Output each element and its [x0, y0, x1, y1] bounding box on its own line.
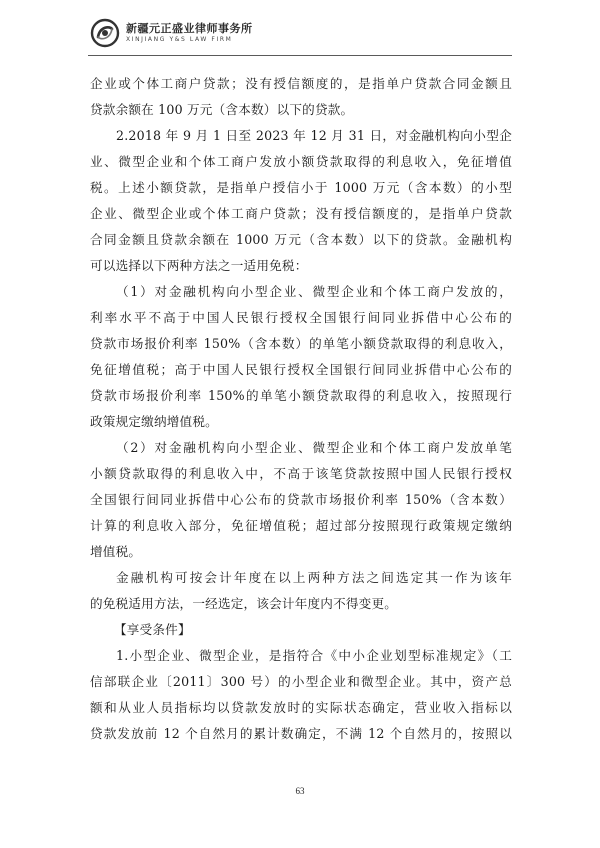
text-line: 税。上述小额贷款，是指单户授信小于 1000 万元（含本数）的小型 — [90, 180, 512, 195]
text-line: 可以选择以下两种方法之一适用免税： — [90, 258, 308, 273]
header-divider — [88, 55, 512, 56]
document-body — [90, 71, 512, 747]
text-line: （1）对金融机构向小型企业、微型企业和个体工商户发放的， — [116, 284, 512, 299]
text-line: 政策规定缴纳增值税。 — [90, 414, 218, 429]
text-line: 贷款市场报价利率 150%的单笔小额贷款取得的利息收入，按照现行 — [90, 388, 512, 403]
text-line: 业、微型企业和个体工商户发放小额贷款取得的利息收入，免征增值 — [90, 154, 512, 169]
text-line: 的免税适用方法，一经选定，该会计年度内不得变更。 — [90, 596, 398, 611]
text-line: 合同金额且贷款余额在 1000 万元（含本数）以下的贷款。金融机构 — [90, 232, 512, 247]
text-line: 贷款发放前 12 个自然月的累计数确定，不满 12 个自然月的，按照以 — [90, 726, 512, 741]
text-line: 免征增值税；高于中国人民银行授权全国银行间同业拆借中心公布的 — [90, 362, 512, 377]
firm-logo-icon — [90, 18, 120, 48]
text-line: 企业或个体工商户贷款；没有授信额度的，是指单户贷款合同金额且 — [90, 76, 512, 91]
text-line: 贷款市场报价利率 150%（含本数）的单笔小额贷款取得的利息收入， — [90, 336, 512, 351]
text-line: 计算的利息收入部分，免征增值税；超过部分按照现行政策规定缴纳 — [90, 518, 512, 533]
text-line: （2）对金融机构向小型企业、微型企业和个体工商户发放单笔 — [116, 440, 512, 455]
firm-name-cn: 新疆元正盛业律师事务所 — [126, 22, 253, 35]
text-line: 增值税。 — [90, 544, 142, 559]
text-line: 小额贷款取得的利息收入中，不高于该笔贷款按照中国人民银行授权 — [90, 466, 512, 481]
text-line: 企业、微型企业或个体工商户贷款；没有授信额度的，是指单户贷款 — [90, 206, 512, 221]
page-number: 63 — [295, 786, 305, 796]
text-line: 全国银行间同业拆借中心公布的贷款市场报价利率 150%（含本数） — [90, 492, 512, 507]
text-line: 贷款余额在 100 万元（含本数）以下的贷款。 — [90, 102, 354, 117]
text-line: 2.2018 年 9 月 1 日至 2023 年 12 月 31 日，对金融机构向小型企 — [116, 128, 512, 143]
page-header — [90, 18, 510, 50]
text-line: 1.小型企业、微型企业，是指符合《中小企业划型标准规定》（工 — [116, 648, 512, 663]
firm-name-en: XINJIANG Y&S LAW FIRM — [126, 36, 233, 43]
text-line: 信部联企业〔2011〕300 号）的小型企业和微型企业。其中，资产总 — [90, 674, 512, 689]
text-line: 额和从业人员指标均以贷款发放时的实际状态确定，营业收入指标以 — [90, 700, 512, 715]
text-line: 利率水平不高于中国人民银行授权全国银行间同业拆借中心公布的 — [90, 310, 512, 325]
text-line: 金融机构可按会计年度在以上两种方法之间选定其一作为该年 — [116, 570, 512, 585]
section-heading: 【享受条件】 — [114, 622, 191, 637]
